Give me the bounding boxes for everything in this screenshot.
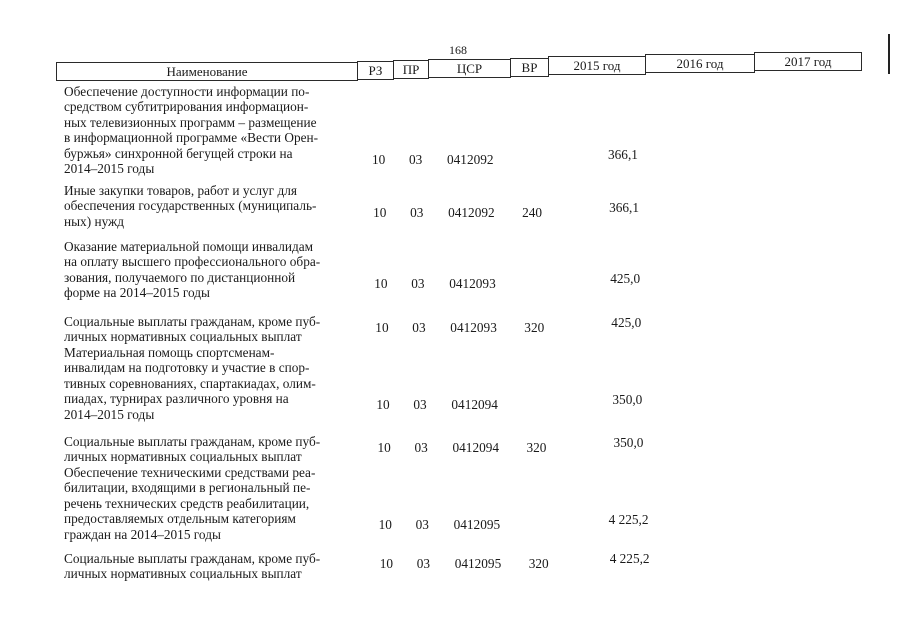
row-name xyxy=(64,183,364,229)
header-2015: 2015 год xyxy=(548,56,646,75)
row-vr: 320 xyxy=(524,319,545,335)
margin-rule xyxy=(888,34,890,74)
row-name-line: Социальные выплаты гражданам, кроме пуб- xyxy=(64,434,321,449)
row-csr: 0412093 xyxy=(450,319,497,335)
row-rz: 10 xyxy=(375,319,389,335)
row-name-line: в информационной программе «Вести Орен- xyxy=(64,130,319,146)
row-rz: 10 xyxy=(376,396,390,412)
row-rz: 10 xyxy=(373,204,387,220)
row-csr: 0412095 xyxy=(453,516,501,532)
header-rz: РЗ xyxy=(357,61,394,80)
row-pr: 03 xyxy=(415,516,429,532)
row-2015: 4 225,2 xyxy=(609,551,650,567)
row-name xyxy=(64,465,364,542)
row-csr: 0412093 xyxy=(449,275,496,291)
row-rz: 10 xyxy=(377,439,391,455)
header-2016: 2016 год xyxy=(645,54,755,73)
row-name-line: ных телевизионных программ – размещение xyxy=(64,114,317,130)
row-pr: 03 xyxy=(409,152,423,167)
row-name-line: ных) нужд xyxy=(64,213,124,229)
row-rz: 10 xyxy=(374,275,388,291)
row-name-line: граждан на 2014–2015 годы xyxy=(64,526,221,542)
row-vr: 240 xyxy=(522,204,543,220)
row-rz: 10 xyxy=(379,556,393,572)
row-name-line: форме на 2014–2015 годы xyxy=(64,285,210,301)
header-pr: ПР xyxy=(393,60,429,79)
row-name-line: буржья» синхронной бегущей строки на xyxy=(64,145,293,161)
row-name-line: Социальные выплаты гражданам, кроме пуб- xyxy=(64,314,321,329)
row-name-line: Обеспечение техническими средствами реа- xyxy=(64,465,316,480)
row-csr: 0412094 xyxy=(452,439,500,455)
row-name xyxy=(64,345,364,422)
row-name-line: личных нормативных социальных выплат xyxy=(64,566,302,582)
header-vr: ВР xyxy=(510,58,549,77)
row-vr: 320 xyxy=(526,439,547,455)
row-2015: 425,0 xyxy=(610,270,641,286)
row-name-line: Иные закупки товаров, работ и услуг для xyxy=(64,183,297,198)
row-pr: 03 xyxy=(410,204,424,220)
row-pr: 03 xyxy=(413,396,427,412)
row-2015: 350,0 xyxy=(612,391,643,407)
row-vr: 320 xyxy=(528,556,549,572)
row-name-line: Оказание материальной помощи инвалидам xyxy=(64,239,314,254)
row-pr: 03 xyxy=(411,275,425,291)
row-name-line: тивных соревнованиях, спартакиадах, олим- xyxy=(64,375,316,391)
row-name-line: Материальная помощь спортсменам- xyxy=(64,345,275,360)
row-name xyxy=(64,551,364,582)
row-csr: 0412095 xyxy=(454,556,502,572)
row-name-line: Социальные выплаты гражданам, кроме пуб- xyxy=(64,551,321,566)
row-name xyxy=(64,84,364,176)
header-name: Наименование xyxy=(56,62,358,81)
page-number: 168 xyxy=(449,43,467,57)
row-name-line: предоставляемых отдельным категориям xyxy=(64,511,296,527)
row-name-line: личных нормативных социальных выплат xyxy=(64,449,302,465)
row-pr: 03 xyxy=(414,439,428,455)
row-2015: 4 225,2 xyxy=(608,511,649,527)
row-name-line: личных нормативных социальных выплат xyxy=(64,329,302,345)
row-name-line: пиадах, турнирах различного уровня на xyxy=(64,391,289,407)
row-name-line: обеспечения государственных (муниципаль- xyxy=(64,198,317,214)
row-pr: 03 xyxy=(412,319,426,335)
row-2015: 350,0 xyxy=(613,434,644,450)
row-pr: 03 xyxy=(416,556,430,572)
row-name-line: инвалидам на подготовку и участие в спор- xyxy=(64,360,310,376)
row-csr: 0412092 xyxy=(448,204,495,220)
row-2015: 425,0 xyxy=(611,314,642,330)
row-csr: 0412092 xyxy=(447,152,494,167)
row-rz: 10 xyxy=(378,516,392,532)
row-name-line: зования, получаемого по дистанционной xyxy=(64,269,296,285)
row-name-line: речень технических средств реабилитации, xyxy=(64,495,310,511)
row-rz: 10 xyxy=(372,152,386,167)
row-name-line: средством субтитрирования информацион- xyxy=(64,99,309,115)
row-name-line: билитации, входящими в региональный пе- xyxy=(64,480,311,496)
row-name-line: Обеспечение доступности информации по- xyxy=(64,84,310,99)
header-csr: ЦСР xyxy=(428,59,511,78)
row-2015: 366,1 xyxy=(609,199,640,215)
row-2015: 366,1 xyxy=(608,147,638,162)
row-name-line: 2014–2015 годы xyxy=(64,161,155,177)
row-name xyxy=(64,239,364,301)
row-csr: 0412094 xyxy=(451,396,498,412)
row-name-line: на оплату высшего профессионального обра- xyxy=(64,254,321,270)
row-name-line: 2014–2015 годы xyxy=(64,406,155,422)
row-name xyxy=(64,434,364,465)
header-2017: 2017 год xyxy=(754,52,862,71)
row-name xyxy=(64,314,364,345)
